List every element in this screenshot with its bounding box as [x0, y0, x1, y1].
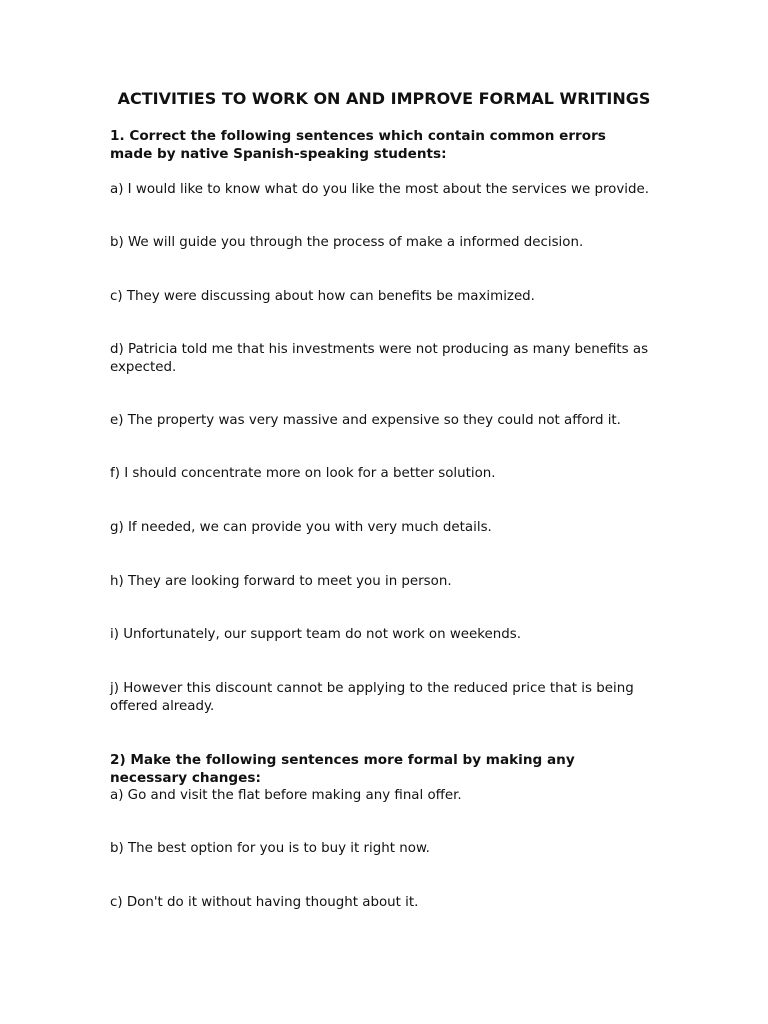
list-item: c) They were discussing about how can benefits be maximized.: [110, 289, 535, 304]
section-1-heading: 1. Correct the following sentences which contain common errors made by native Spanish-speaking students:: [110, 128, 606, 162]
list-item: b) The best option for you is to buy it right now.: [110, 841, 430, 856]
list-item: b) We will guide you through the process of make a informed decision.: [110, 235, 584, 250]
list-item: j) However this discount cannot be applying to the reduced price that is being offered already.: [110, 681, 634, 714]
list-item: e) The property was very massive and expensive so they could not afford it.: [110, 413, 621, 428]
list-item: a) I would like to know what do you like the most about the services we provide.: [110, 182, 649, 197]
list-item: f) I should concentrate more on look for a better solution.: [110, 466, 496, 481]
list-item: i) Unfortunately, our support team do not work on weekends.: [110, 627, 521, 642]
document-title: ACTIVITIES TO WORK ON AND IMPROVE FORMAL WRITINGS: [117, 89, 651, 108]
list-item: c) Don't do it without having thought about it.: [110, 895, 419, 910]
list-item: d) Patricia told me that his investments were not producing as many benefits as expected.: [110, 342, 649, 375]
section-2-heading: 2) Make the following sentences more formal by making any necessary changes:: [110, 752, 575, 786]
list-item: h) They are looking forward to meet you in person.: [110, 574, 452, 589]
list-item: g) If needed, we can provide you with very much details.: [110, 520, 492, 535]
list-item: a) Go and visit the flat before making any final offer.: [110, 788, 462, 803]
